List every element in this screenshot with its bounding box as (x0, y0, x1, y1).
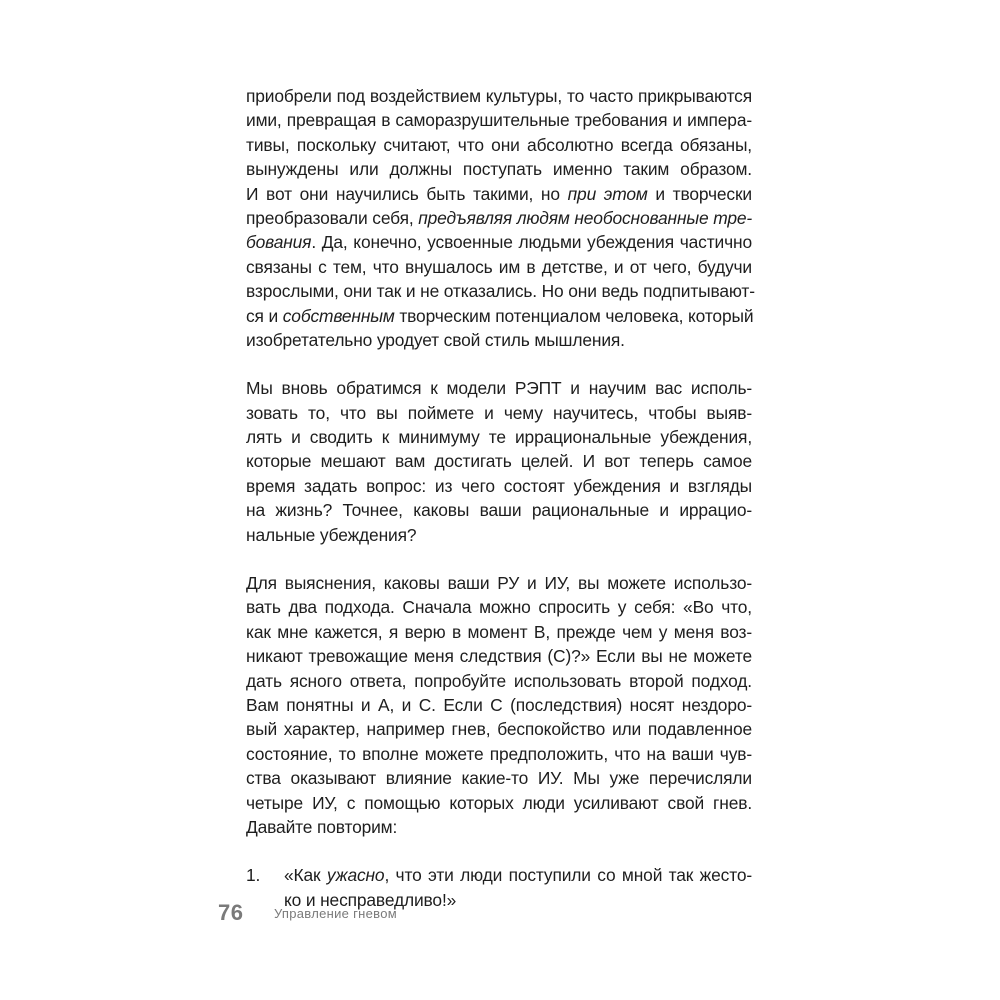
text-line (246, 815, 752, 839)
text-line (246, 279, 755, 303)
text-run: творческим потенциалом человека, который (394, 305, 754, 326)
text-run: . Да, конечно, усвоенные людьми убеждения частично (311, 232, 752, 253)
text-run: которые мешают вам достигать целей. И вот теперь самое (246, 451, 752, 472)
running-title: Управление гневом (273, 905, 397, 921)
text-line (246, 230, 752, 254)
text-run: связаны с тем, что внушалось им в детстве, и от чего, будучи (246, 256, 752, 277)
text-run: время задать вопрос: из чего состоят убеждения и взгляды (246, 475, 752, 496)
paragraph-gap (246, 839, 752, 863)
text-line (246, 328, 752, 352)
text-run: изобретательно уродует свой стиль мышления. (246, 329, 625, 350)
text-line (246, 693, 752, 717)
text-line (246, 669, 752, 693)
emphasis-text: ужасно (326, 865, 385, 886)
text-line (246, 376, 752, 400)
text-line (246, 255, 752, 279)
body-text (246, 84, 755, 912)
text-line (246, 133, 752, 157)
text-line (246, 425, 752, 449)
text-line (284, 863, 752, 887)
text-line (246, 620, 752, 644)
text-run: преобразовали себя, (246, 207, 419, 228)
text-line (246, 157, 752, 181)
text-run: четыре ИУ, с помощью которых люди усиливают свой гнев. (246, 792, 752, 813)
text-line (246, 523, 752, 547)
text-line (246, 401, 752, 425)
emphasis-text: бования (246, 232, 312, 253)
text-line (246, 766, 752, 790)
text-run: ими, превращая в саморазрушительные требования и импера- (246, 110, 752, 131)
text-run: приобрели под воздействием культуры, то часто прикрываются (246, 86, 752, 106)
text-run: тивы, поскольку считают, что они абсолютно всегда обязаны, (246, 134, 752, 155)
text-run: зовать то, что вы поймете и чему научитесь, чтобы выяв- (246, 402, 752, 423)
text-run: дать ясного ответа, попробуйте использовать второй подход. (246, 670, 752, 691)
paragraph (246, 376, 752, 547)
text-run: вый характер, например гнев, беспокойство или подавленное (246, 719, 752, 740)
text-line (246, 742, 752, 766)
emphasis-text: при этом (567, 183, 648, 204)
text-run: никают тревожащие меня следствия (С)?» Если вы не можете (246, 646, 752, 667)
paragraph-gap (246, 547, 752, 571)
text-run: состояние, то вполне можете предположить, что на ваши чув- (246, 743, 752, 764)
text-line (246, 498, 752, 522)
emphasis-text: собственным (282, 305, 395, 326)
text-line (246, 206, 752, 230)
text-run: , что эти люди поступили со мной так жесто- (384, 865, 752, 886)
paragraph-gap (246, 352, 752, 376)
text-run: лять и сводить к минимуму те иррациональные убеждения, (246, 427, 752, 448)
text-line (246, 304, 752, 328)
text-run: «Как (284, 865, 327, 886)
text-run: взрослыми, они так и не отказались. Но они ведь подпитывают- (246, 281, 755, 302)
list-line (246, 863, 752, 887)
text-line (246, 449, 752, 473)
text-run: Давайте повторим: (246, 816, 398, 837)
text-line (246, 474, 752, 498)
text-run: на жизнь? Точнее, каковы ваши рациональные и иррацио- (246, 500, 752, 521)
text-run: нальные убеждения? (246, 524, 417, 545)
paragraph (246, 571, 752, 839)
text-run: вынуждены или должны поступать именно таким образом. (246, 159, 752, 180)
page-number: 76 (218, 900, 244, 925)
paragraph (246, 84, 755, 352)
text-run: И вот они научились быть такими, но (246, 183, 568, 204)
text-line (246, 108, 752, 132)
text-run: вать два подхода. Сначала можно спросить у себя: «Во что, (246, 597, 752, 618)
text-run: Для выяснения, каковы ваши РУ и ИУ, вы можете использо- (246, 573, 752, 594)
text-run: как мне кажется, я верю в момент В, прежде чем у меня воз- (246, 621, 752, 642)
text-line (246, 571, 752, 595)
text-run: и творчески (647, 183, 752, 204)
text-line (246, 595, 752, 619)
text-run: ства оказывают влияние какие-то ИУ. Мы уже перечисляли (246, 768, 752, 789)
text-run: ко и несправедливо!» (284, 889, 457, 910)
text-run: Вам понятны и А, и С. Если С (последствия) носят нездоро- (246, 694, 752, 715)
emphasis-text: предъявляя людям необоснованные тре- (418, 207, 753, 228)
text-line (246, 791, 752, 815)
text-line (246, 717, 752, 741)
text-run: ся и (246, 305, 283, 326)
text-run: Мы вновь обратимся к модели РЭПТ и научим вас исполь- (246, 378, 752, 399)
text-line (246, 644, 752, 668)
text-line (246, 84, 752, 108)
text-line (246, 182, 752, 206)
list-number: 1. (246, 865, 261, 886)
page-footer (218, 900, 397, 926)
